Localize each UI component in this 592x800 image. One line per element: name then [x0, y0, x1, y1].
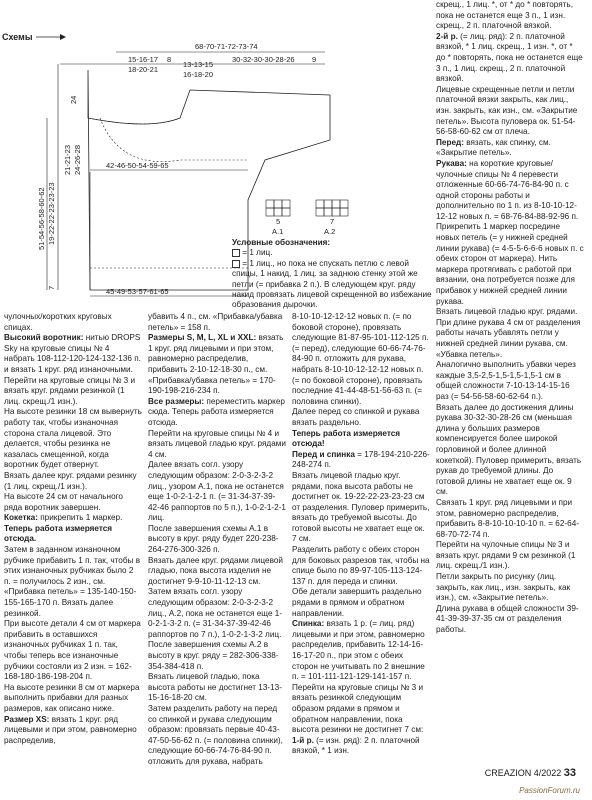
col2-paragraph: После завершения схемы A.2 в высоту в круг. ряду = 282-306-338-354-384-418 п. [148, 640, 279, 671]
h-24: 24 [69, 95, 78, 104]
page-number: 33 [563, 767, 576, 779]
h-body: 19-22-22-23-23-23 [47, 182, 56, 245]
col4-paragraph: 2-й р. (= лиц. ряд): 2 п. платочной вязкой, * 1 лиц. скрещ., 1 изн. *, от * до * повторять, пока не останется еще 3 п., 1 лиц. скрещ., 2 п. платочной вязкой. [436, 31, 583, 84]
legend-title: Условные обозначения: [232, 238, 331, 247]
legend-item-1-text: = 1 лиц. [242, 248, 273, 258]
width-bottom: 45-49-53-57-61-65 [106, 287, 169, 296]
col2-paragraph: После завершения схемы A.1 в высоту в круг. ряду будет 220-238-264-276-300-326 п. [148, 523, 279, 555]
h-armhole-2: 24-26-28 [73, 144, 82, 175]
col1-paragraph: Высокий воротник: нитью DROPS Sky на круговые спицы № 4 набрать 108-112-120-124-132-136 п. и вязать 1 круг. ряд изнаночными. [4, 333, 141, 374]
col4-paragraph: При длине рукава 4 см от разделения работы начать убавлять петли у нижней средней линии рукава, см. «Убавка петель». [436, 317, 581, 359]
seg-b: 8 [167, 55, 172, 64]
column-1 [4, 312, 142, 746]
col1-paragraph: На высоте 24 см от начального ряда воротник завершен. [4, 492, 123, 512]
col3-paragraph: Разделить работу с обеих сторон для боковых разрезов так, чтобы на спице было по 89-97-105-113-124-137 п. для переда и спинки. [292, 545, 430, 586]
h-7: 7 [47, 285, 56, 290]
col2-paragraph: Перейти на круговые спицы № 4 и вязать лицевой гладью круг. рядами 4 см. [148, 428, 286, 459]
col4-paragraph: Петли закрыть по рисунку (лиц. закрыть, как лиц., изн. закрыть, как изн.), см. «Закрытие петель». [436, 572, 571, 603]
col4-paragraph: Вязать лицевой гладью круг. рядами. [436, 307, 578, 317]
col1-paragraph: Кокетка: прикрепить 1 маркер. [4, 513, 123, 523]
col3-paragraph: Перед и спинка = 178-194-210-226-248-274 п. [292, 449, 430, 470]
column-2 [148, 312, 286, 768]
column-3 [292, 312, 430, 757]
col2-paragraph: Вязать далее круг. рядами лицевой гладью, пока высота изделия не достигнет 9-9-10-11-12-13 см. [148, 555, 283, 586]
watermark: PassionForum.ru [519, 786, 580, 795]
col4-paragraph: Связать 1 круг. ряд лицевыми и при этом, равномерно распределив, прибавить 8-8-10-10-10-10 п. = 62-64-68-70-72-74 п. [436, 497, 579, 539]
col3-paragraph: 8-10-10-12-12-12 новых п. (= по боковой стороне), провязать следующие 81-87-95-101-112-125 п. (= перед), следующие 60-66-74-76-84-90 п. отложить для рукава, набрать 8-10-10-12-12-12 новых п. (= по боковой стороне), провязать последние 41-44-48-51-56-63 п. (= половина спинки). [292, 312, 429, 406]
col2-paragraph: убавить 4 п., см. «Прибавка/убавка петель» = 158 п. [148, 312, 283, 332]
col3-paragraph: Вязать лицевой гладью круг. рядами, пока высота работы не достигнет ок. 19-22-22-23-23-23 см от разделения. Пуловер примерить, вязать до требуемой высоты. До готовой высоты не хватает еще ок. 7 см. [292, 470, 430, 544]
col1-paragraph: Размер XS: вязать 1 круг. ряд лицевыми и при этом, равномерно распределив, [4, 714, 137, 745]
chart-a2 [316, 200, 348, 236]
magazine-name: CREAZION 4/2022 [484, 768, 562, 778]
col4-paragraph: Вязать далее до достижения длины рукава 30-32-30-28-26 см (меньшая длина у больших размеров компенсируется более широкой горловиной и более длинной кокеткой). Пуловер примерить, вязать рукав до требуемой длины. До готовой длины не хватает еще ок. 9 см. [436, 402, 582, 497]
col1-paragraph: На высоте резинки 8 см от маркера выполнить прибавки для разных размеров, как описано ниже. [4, 682, 140, 713]
seg-a-1: 15-16-17 [128, 55, 159, 64]
h-total: 51-54-56-58-60-62 [37, 187, 46, 250]
legend [232, 238, 432, 311]
col1-paragraph: Перейти на круговые спицы № 3 и вязать круг. рядами резинкой (1 лиц. скрещ./1 изн.). [4, 375, 136, 406]
col3-paragraph: Перейти на круговые спицы № 3 и вязать резинкой следующим образом рядами в прямом и обратном направлении, пока высота резинки не достигнет 7 см: [292, 682, 424, 735]
col2-paragraph: Все размеры: переместить маркер сюда. Теперь работа измеряется отсюда. [148, 396, 285, 427]
col2-paragraph: Размеры S, M, L, XL и XXL: вязать 1 круг. ряд лицевыми и при этом, равномерно распределив, прибавить 2-10-12-18-30 п., см. «Прибавка/убавка петель» = 170-190-198-216-234 п. [148, 333, 284, 396]
col4-paragraph: Перейти на чулочные спицы № 3 и вязать круг. рядами 9 см резинкой (1 лиц. скрещ./1 изн.). [436, 540, 576, 571]
col2-paragraph: Затем вязать согл. узору следующим образом: 2-0-3-2-3-2 лиц., A.2, пока не останется еще 1-0-2-1-3-2 п. (= 31-34-37-39-42-46 раппортов по 7 п.), 1-0-2-1-3-2 лиц. [148, 587, 283, 639]
col1-paragraph: На высоте резинки 18 см вывернуть работу так, чтобы изнаночная сторона стала лицевой. Это делается, чтобы резинка не казалась смещенной, когда воротник будет отвернут. [4, 407, 142, 470]
width-mid: 42-46-50-54-59-65 [106, 161, 169, 170]
seg-d: 30-32-30-30-28-26 [232, 55, 295, 64]
dim-top-total: 68-70-71-72-73-74 [195, 42, 258, 51]
col3-paragraph: Далее перед со спинкой и рукава вязать раздельно. [292, 407, 420, 427]
col3-paragraph: Спинка: вязать 1 р. (= лиц. ряд) лицевыми и при этом, равномерно распределив, прибавить 12-14-16-16-17-20 п., при этом с обеих сторон не учитывать по 2 внешние п. = 101-111-121-129-141-157 п. [292, 619, 425, 682]
col1-paragraph: чулочных/коротких круговых спицах. [4, 312, 112, 332]
legend-item-2 [232, 259, 432, 311]
col4-paragraph: Прикрепить 1 маркер посредине новых петель (= у нижней средней линии рукава) (= 4-5-5-6-6-6 новых п. с обеих сторон от маркера). Нить маркера протягивать с работой при вязании, она потребуется позже для прибавок у нижней средней линии рукава. [436, 222, 584, 306]
chart-a1-label: A.1 [272, 227, 284, 236]
footer [485, 767, 576, 779]
col2-paragraph: Далее вязать согл. узору следующим образом: 2-0-3-2-3-2 лиц., узором A.1, пока не останется еще 1-0-2-1-2-1 п. (= 31-34-37-39-42-46 раппортов по 5 п.), 1-0-2-1-2-1 лиц. [148, 460, 286, 523]
seg-e: 9 [312, 55, 317, 64]
column-4-top [436, 0, 584, 636]
col2-paragraph: Вязать лицевой гладью, пока высота работы не достигнет 13-13-15-16-18-20 см. [148, 672, 282, 703]
col4-paragraph: Перед: вязать, как спинку, см. «Закрытие петель». [436, 137, 551, 158]
col4-paragraph: Длина рукава в общей сложности 39-41-39-39-37-35 см от разделения работы. [436, 603, 579, 635]
col1-paragraph: Вязать далее круг. рядами резинку (1 лиц. скрещ./1 изн.). [4, 470, 137, 491]
col4-paragraph: Рукава: на короткие круговые/чулочные спицы № 4 перевести отложенные 60-66-74-76-84-90 п. с одной стороны работы и дополнительно по 1 п. из 8-10-10-12-12-12 новых п. = 68-76-84-88-92-96 п. [436, 158, 579, 221]
col3-paragraph: 1-й р. (= изн. ряд): 2 п. платочной вязкой, * 1 изн. [292, 735, 420, 756]
col2-paragraph: Затем разделить работу на перед со спинкой и рукава следующим образом: провязать первые 40-43-47-50-56-62 п. (= половина спинки), следующие 60-66-74-76-84-90 п. отложить для рукава, набрать [148, 703, 283, 766]
legend-item-2-text: = 1 лиц., но пока не спускать петлю с левой спицы, 1 накид, 1 лиц. за заднюю стенку этой же петли (= прибавка 2 п.). В следующем круг. ряду накид провязать лицевой скрещенной во избежание образования дырочки. [232, 258, 432, 310]
col3-paragraph: Обе детали завершить раздельно рядами в прямом и обратном направлении. [292, 587, 422, 618]
chart-a1 [266, 200, 290, 236]
col3-paragraph: Теперь работа измеряется отсюда! [292, 428, 401, 449]
seg-a-2: 18-20-21 [128, 65, 159, 74]
col1-paragraph: При высоте детали 4 см от маркера прибавить в оставшихся изнаночных рубчиках 1 п. так, чтобы теперь все изнаночные рубчики состояли из 2 изн. = 162-168-180-186-198-204 п. [4, 619, 141, 682]
seg-c-2: 16-18-20 [183, 70, 214, 79]
legend-item-1 [232, 248, 432, 258]
knit-symbol-icon [232, 249, 240, 257]
seg-c-1: 13-13-15 [183, 60, 214, 69]
col4-paragraph: Лицевые скрещенные петли и петли платочной вязки закрыть, как лиц., изн. закрыть, как изн., см. «Закрытие петель». Высота пуловера ок. 51-54-56-58-60-62 см от плеча. [436, 84, 578, 137]
h-armhole-1: 21-21-23 [63, 144, 72, 175]
diagram-title: Схемы [2, 32, 33, 42]
increase-symbol-icon [232, 260, 240, 268]
col4-paragraph: скрещ., 1 лиц. *, от * до * повторять, пока не останется еще 3 п., 1 изн. скрещ., 2 п. платочной вязкой. [436, 0, 573, 31]
chart-a2-num: 7 [330, 217, 335, 226]
col4-paragraph: Аналогично выполнить убавки через каждые 3,5-2,5-1,5-1,5-1,5-1 см в общей сложности 7-10-13-14-15-16 раз (= 54-56-58-60-62-64 п.). [436, 360, 576, 401]
col1-paragraph: Затем в заданном изнаночном рубчике прибавить 1 п. так, чтобы в этих изнаночных рубчиках было 2 п. = получилось 2 изн., см. «Прибавка петель» = 135-140-150-155-165-170 п. Вязать далее резинкой. [4, 545, 141, 618]
chart-a1-num: 5 [276, 217, 281, 226]
arrow-head-icon [60, 34, 66, 40]
yoke-dashed [100, 118, 248, 162]
col1-paragraph: Теперь работа измеряется отсюда. [4, 523, 113, 544]
chart-a2-label: A.2 [324, 227, 336, 236]
